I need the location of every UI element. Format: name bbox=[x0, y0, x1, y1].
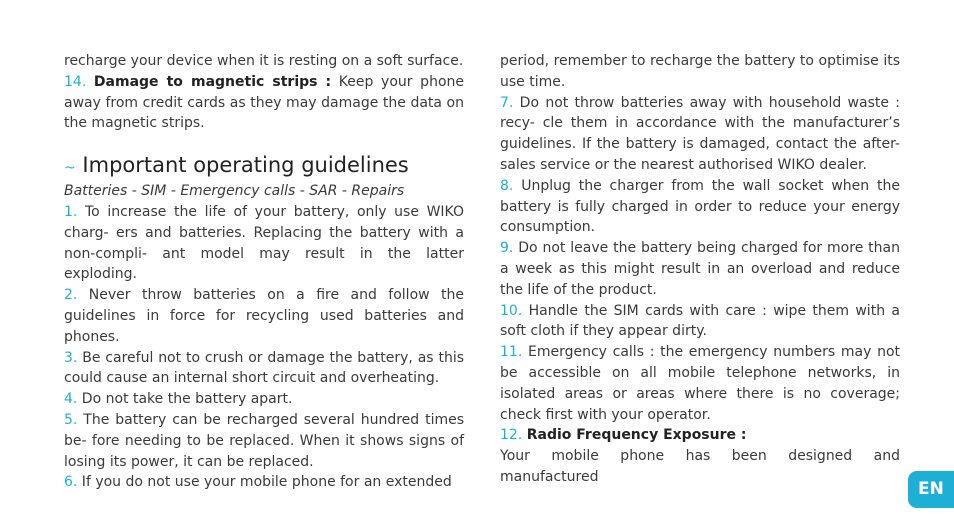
list-item bbox=[64, 348, 464, 390]
item-number: 2. bbox=[64, 287, 78, 304]
list-item bbox=[500, 301, 900, 343]
item-number: 3. bbox=[64, 349, 78, 366]
item-number: 11. bbox=[500, 344, 523, 361]
item-text: Unplug the charger from the wall socket when the battery is fully charged in order to reduce your energy consumption. bbox=[500, 177, 900, 236]
item-number: 10. bbox=[500, 302, 523, 319]
section-subtitle: Batteries - SIM - Emergency calls - SAR - Repairs bbox=[64, 183, 405, 200]
item-heading: Damage to magnetic strips : bbox=[93, 73, 332, 90]
left-item-list bbox=[64, 202, 464, 493]
item-number: 8. bbox=[500, 177, 514, 194]
item-14 bbox=[64, 72, 464, 134]
item-number: 7. bbox=[500, 94, 514, 111]
item-number: 1. bbox=[64, 203, 78, 220]
list-item bbox=[64, 389, 464, 410]
item-12 bbox=[500, 425, 900, 446]
item-text: Handle the SIM cards with care : wipe them with a soft cloth if they appear dirty. bbox=[500, 302, 900, 340]
item-number: 4. bbox=[64, 391, 78, 408]
list-item bbox=[64, 285, 464, 347]
item-text: To increase the life of your battery, only use WIKO charg- ers and batteries. Replacing the battery with a non-compli- ant model may result in the latter exploding. bbox=[64, 203, 464, 283]
right-item-list bbox=[500, 93, 900, 426]
item-text: Be careful not to crush or damage the battery, as this could cause an internal short circuit and overheating. bbox=[64, 349, 464, 387]
item-text: Do not leave the battery being charged for more than a week as this might result in an overload and reduce the life of the product. bbox=[500, 240, 900, 298]
item-text: Emergency calls : the emergency numbers may not be accessible on all mobile telephone networks, in isolated areas or areas where there is no coverage; check first with your operator. bbox=[500, 344, 900, 423]
item-text: If you do not use your mobile phone for an extended bbox=[77, 474, 452, 491]
language-tab-en: EN bbox=[908, 471, 954, 508]
item-number: 14. bbox=[64, 73, 87, 90]
left-intro-text: recharge your device when it is resting on a soft surface. bbox=[64, 53, 464, 69]
item-number: 6. bbox=[64, 474, 78, 491]
item-number: 5. bbox=[64, 411, 78, 428]
item-text: The battery can be recharged several hundred times be- fore needing to be replaced. When it shows signs of losing its power, it can be replaced. bbox=[64, 411, 464, 470]
left-column bbox=[64, 51, 464, 493]
list-item bbox=[500, 93, 900, 176]
item-text: Do not throw batteries away with household waste : recy- cle them in accordance with the manufacturer’s guidelines. If the battery is damaged, contact the after-sales service or the nearest authorised WIKO dealer. bbox=[500, 94, 900, 173]
section-title-text: Important operating guidelines bbox=[82, 153, 409, 178]
list-item bbox=[500, 238, 900, 300]
list-item bbox=[64, 410, 464, 472]
right-intro-text: period, remember to recharge the battery to optimise its use time. bbox=[500, 53, 900, 90]
item-number: 12. bbox=[500, 427, 523, 444]
item-text: Do not take the battery apart. bbox=[77, 391, 293, 408]
item-heading: Radio Frequency Exposure : bbox=[526, 427, 747, 444]
section-title bbox=[64, 152, 464, 181]
list-item bbox=[500, 342, 900, 425]
item-text: Keep your phone away from credit cards as they may damage the data on the magnetic strips. bbox=[64, 73, 464, 132]
item-12-text: Your mobile phone has been designed and manufactured bbox=[500, 448, 900, 485]
right-column bbox=[500, 51, 900, 488]
list-item bbox=[64, 472, 464, 493]
list-item bbox=[64, 202, 464, 285]
list-item bbox=[500, 176, 900, 238]
item-number: 9. bbox=[500, 240, 514, 257]
item-text: Never throw batteries on a fire and follow the guidelines in force for recycling used batteries and phones. bbox=[64, 287, 464, 345]
tilde-glyph: ~ bbox=[64, 160, 76, 177]
